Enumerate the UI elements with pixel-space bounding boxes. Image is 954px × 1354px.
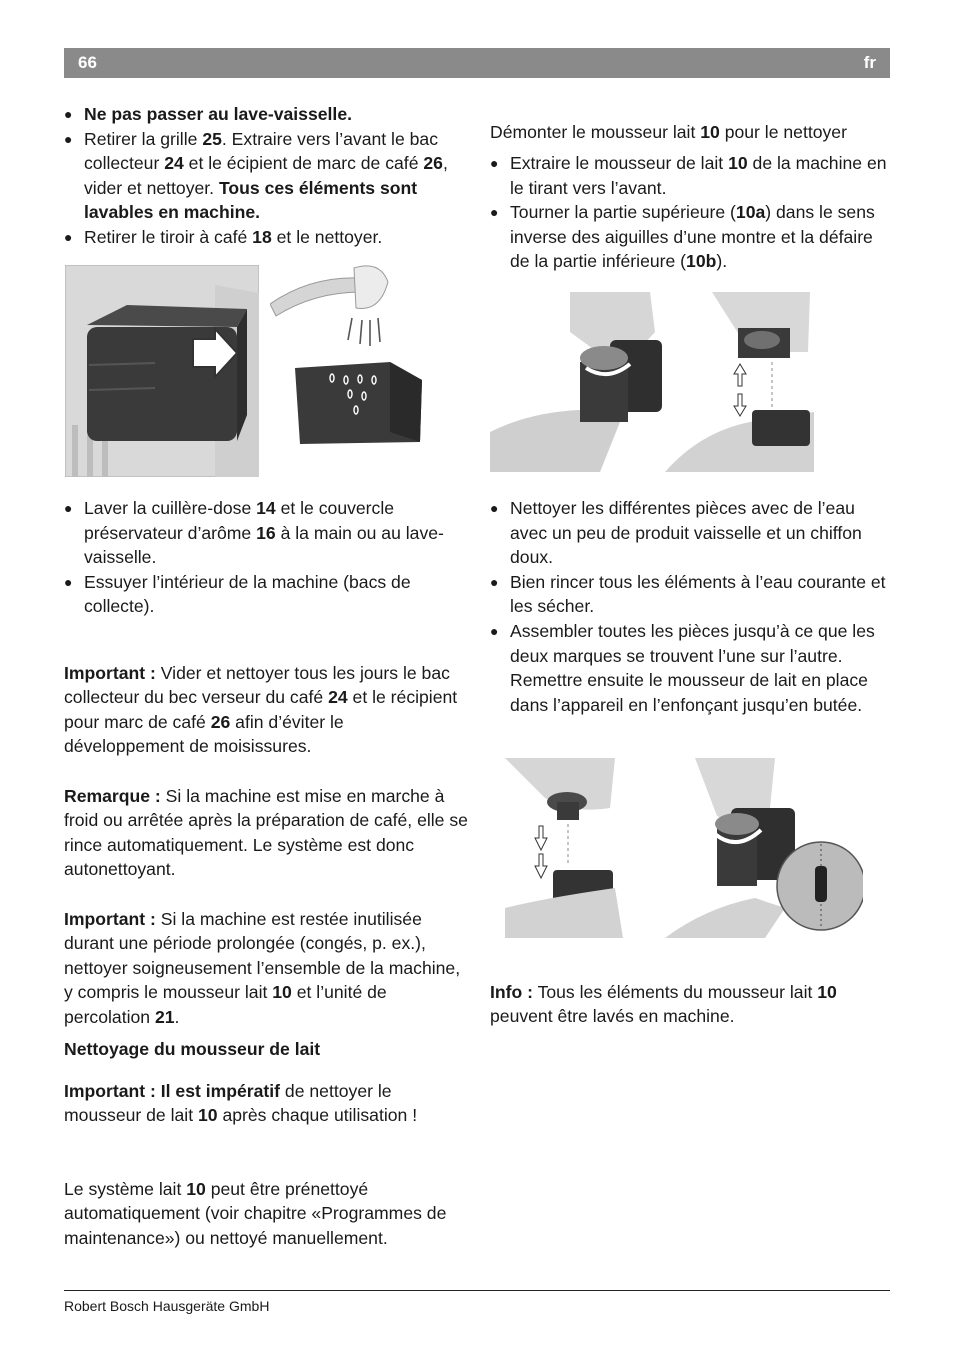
bold-text: 26 <box>423 153 443 174</box>
text-run: à la main ou au lave-vaisselle. <box>84 522 444 568</box>
bold-text: Tous ces éléments sont lavables en machine. <box>84 177 418 223</box>
text-run: Extraire le mousseur de lait <box>510 153 729 173</box>
left-bullet-list-1 <box>64 102 468 250</box>
text-run: peut être prénettoyé automatiquement (voir chapitre «Programmes de maintenance») ou nettoyé manuellement. <box>64 1178 447 1248</box>
important-note-2 <box>64 907 468 1030</box>
footer-company: Robert Bosch Hausgeräte GmbH <box>64 1298 270 1314</box>
bold-text: Info : <box>490 981 533 1002</box>
text-run: et le écipient de marc de café <box>183 153 424 174</box>
list-item <box>64 102 468 127</box>
list-item <box>64 570 468 619</box>
text-run: de la machine en le tirant vers l’avant. <box>510 153 887 198</box>
text-run: et le couvercle préservateur d’arôme <box>84 498 395 543</box>
footer-rule <box>64 1290 890 1291</box>
list-item <box>64 496 468 570</box>
text-run: pour le nettoyer <box>719 121 847 142</box>
bold-text: 18 <box>252 226 272 247</box>
list-item <box>490 570 890 619</box>
right-bullet-list-2 <box>490 496 890 717</box>
figure-drip-tray-removal <box>65 265 259 482</box>
list-item <box>490 619 890 717</box>
text-run: Bien rincer tous les éléments à l’eau courante et les sécher. <box>510 571 886 617</box>
important-note-1 <box>64 661 468 759</box>
section-heading-mousseur: Nettoyage du mousseur de lait <box>64 1039 321 1059</box>
bold-text: 10 <box>817 981 837 1002</box>
text-run: . <box>174 1006 180 1027</box>
remarque-note <box>64 784 468 882</box>
systeme-lait-note <box>64 1177 468 1251</box>
text-run: Essuyer l’intérieur de la machine (bacs de collecte). <box>84 571 411 617</box>
bold-text: 10 <box>700 121 720 142</box>
language-code: fr <box>863 53 876 72</box>
text-run: après chaque utilisation ! <box>217 1105 418 1126</box>
bold-text: 24 <box>164 153 184 174</box>
right-intro <box>490 120 890 145</box>
bold-text: 10a <box>735 202 766 223</box>
left-bullet-list-2 <box>64 496 468 619</box>
figure-milk-frother-assembly <box>505 758 863 943</box>
bold-text: 14 <box>256 498 276 518</box>
text-run: Assembler toutes les pièces jusqu’à ce que les deux marques se trouvent l’une sur l’autre. Remettre ensuite le mousseur de lait en place dans l’appareil en l’enfonçant jusqu’en butée. <box>510 620 875 715</box>
text-run: Vider et nettoyer tous les jours le bac collecteur du bec verseur du café <box>64 662 450 708</box>
page-header-bar <box>64 48 890 78</box>
text-run: et le récipient pour marc de café <box>64 687 458 732</box>
bold-text: 25 <box>202 128 222 149</box>
bold-text: 10 <box>728 153 748 173</box>
text-run: de nettoyer le mousseur de lait <box>64 1080 392 1126</box>
bold-text: 10 <box>197 1105 218 1126</box>
bold-text: 10 <box>272 982 292 1003</box>
list-item <box>490 496 890 570</box>
bold-text: 21 <box>154 1006 175 1027</box>
text-run: Si la machine est restée inutilisée durant une période prolongée (congés, p. ex.), nettoyer soigneusement l’ensemble de la machine, y compris le mousseur lait <box>64 908 461 1003</box>
bold-text: 10b <box>686 251 717 272</box>
text-run: Nettoyer les différentes pièces avec de l’eau avec un peu de produit vaisselle et un chiffon doux. <box>510 498 862 568</box>
bold-text: Important : <box>64 662 156 683</box>
text-run: afin d’éviter le développement de moisissures. <box>64 711 344 757</box>
text-run: Tourner la partie supérieure ( <box>510 202 736 223</box>
info-note <box>490 980 890 1029</box>
list-item <box>490 151 890 200</box>
text-run: peuvent être lavés en machine. <box>490 1006 735 1027</box>
page-number: 66 <box>78 53 97 72</box>
bold-text: Important : <box>64 908 156 929</box>
text-run: Si la machine est mise en marche à froid ou arrêtée après la préparation de café, elle se rince automatiquement. Le système est donc autonettoyant. <box>64 785 468 880</box>
bold-text: 10 <box>186 1178 206 1199</box>
bold-text: Remarque : <box>64 785 161 806</box>
text-run: ). <box>716 251 728 272</box>
text-run: Laver la cuillère-dose <box>84 498 257 518</box>
text-run: Retirer le tiroir à café <box>84 226 253 247</box>
important-note-3 <box>64 1079 468 1128</box>
bold-text: 16 <box>256 522 276 543</box>
text-run: et l’unité de percolation <box>64 982 387 1027</box>
list-item <box>64 225 468 250</box>
figure-coffee-drawer-rinse <box>270 262 470 457</box>
figure-milk-frother-disassembly <box>490 292 814 477</box>
bold-text: Ne pas passer au lave-vaisselle. <box>84 104 352 124</box>
text-run: Le système lait <box>64 1178 187 1199</box>
text-run: et le nettoyer. <box>271 226 383 247</box>
text-run: ) dans le sens inverse des aiguilles d’une montre et la défaire de la partie inférieure ( <box>510 202 875 272</box>
text-run: Retirer la grille <box>84 128 203 149</box>
right-bullet-list-1 <box>490 151 890 274</box>
text-run: , vider et nettoyer. <box>84 153 448 198</box>
text-run: Tous les éléments du mousseur lait <box>533 981 818 1002</box>
bold-text: 26 <box>210 711 231 732</box>
list-item <box>64 127 468 225</box>
text-run: . Extraire vers l’avant le bac collecteur <box>84 128 438 174</box>
bold-text: Important : Il est impératif <box>64 1080 281 1101</box>
list-item <box>490 200 890 274</box>
bold-text: 24 <box>328 687 348 708</box>
text-run: Démonter le mousseur lait <box>490 121 701 142</box>
